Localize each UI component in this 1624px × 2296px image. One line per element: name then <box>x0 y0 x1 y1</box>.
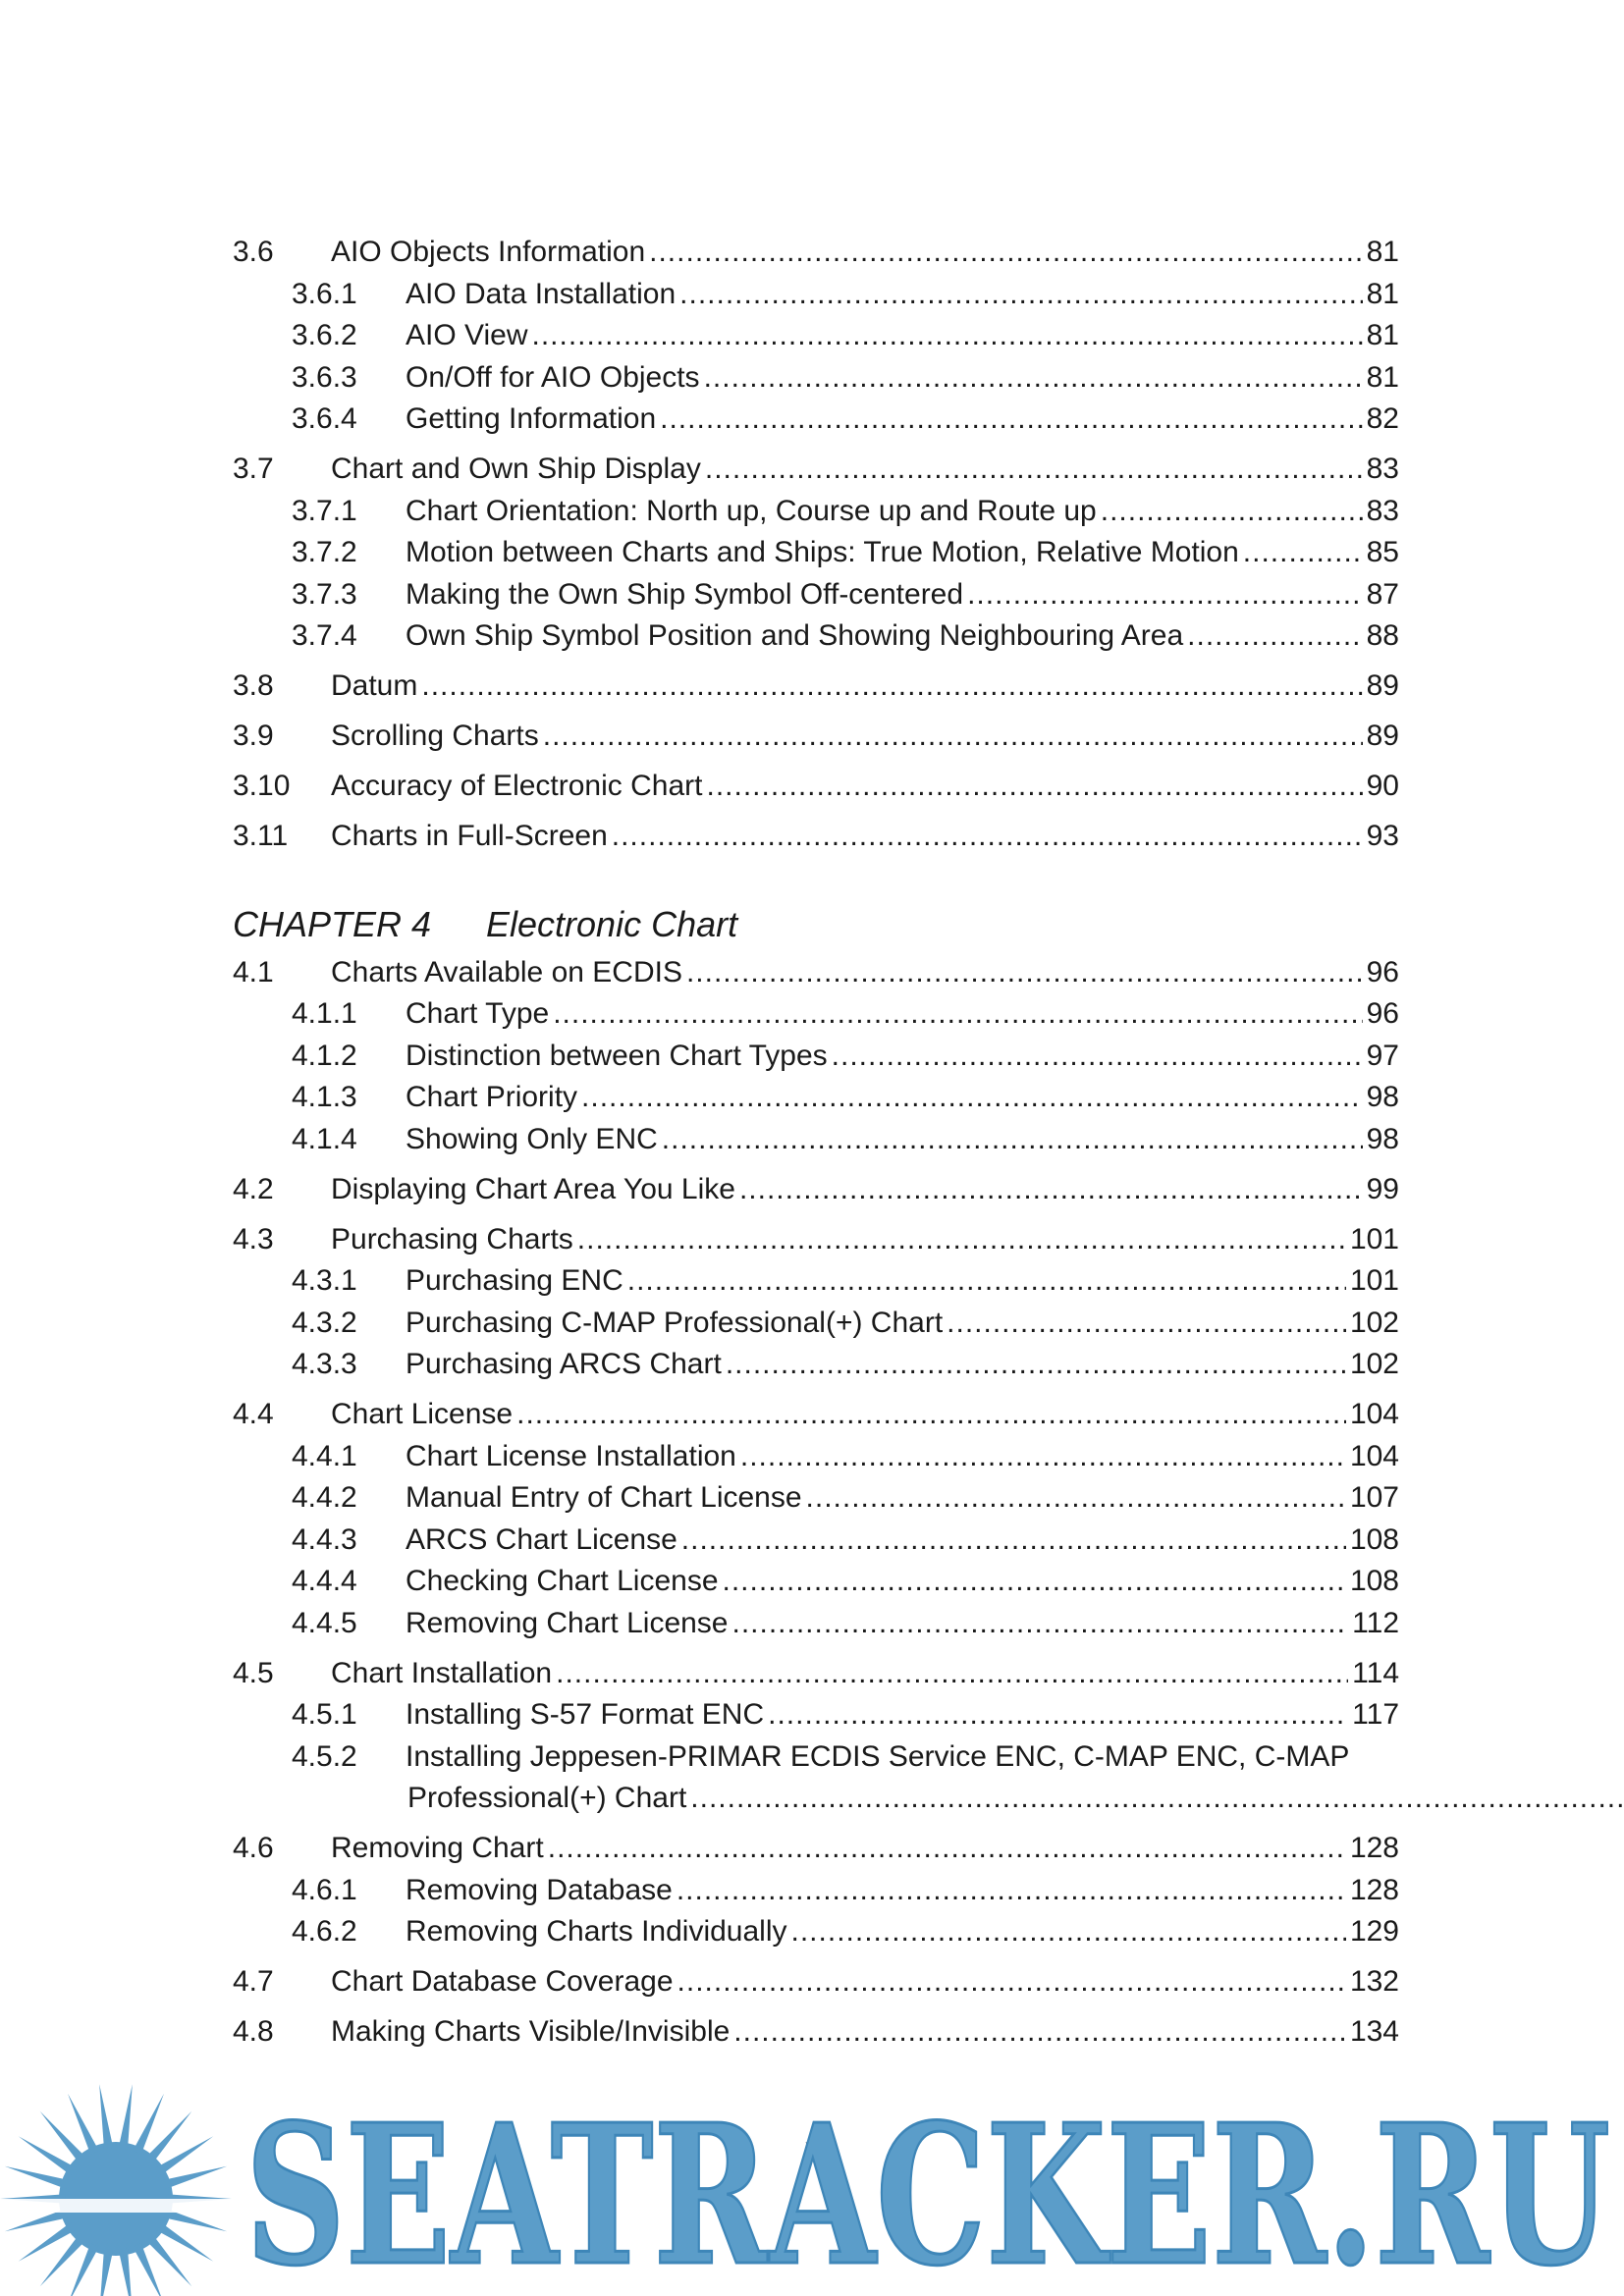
toc-entry-title: Removing Chart <box>331 1832 544 1864</box>
toc-subsection-entry[interactable] <box>233 1520 1399 1562</box>
sun-ray <box>99 2084 113 2149</box>
sun-ray <box>99 2249 113 2296</box>
toc-entry-title: Chart Database Coverage <box>331 1965 674 1998</box>
dot-leader <box>612 816 1363 858</box>
dot-leader <box>577 1219 1346 1261</box>
dot-leader <box>739 1169 1363 1211</box>
toc-entry-title: Chart Type <box>406 997 550 1030</box>
toc-entry-title: On/Off for AIO Objects <box>406 360 700 394</box>
toc-entry-page: 96 <box>1366 955 1399 988</box>
toc-subsection-entry[interactable] <box>233 1870 1399 1912</box>
toc-entry-number: 4.4.2 <box>292 1481 357 1514</box>
toc-entry-page: 83 <box>1366 494 1399 527</box>
dot-leader <box>1243 532 1363 574</box>
toc-entry-page: 108 <box>1349 1522 1399 1556</box>
toc-entry-page: 90 <box>1366 770 1399 802</box>
toc-entry-page: 102 <box>1349 1348 1399 1380</box>
dot-leader <box>740 1436 1346 1478</box>
toc-entry-page: 82 <box>1366 402 1399 435</box>
sunburst-icon <box>0 2084 232 2296</box>
toc-subsection-entry[interactable] <box>233 1911 1399 1953</box>
toc-entry-number: 4.4.3 <box>292 1522 357 1556</box>
toc-entry-page: 93 <box>1366 820 1399 852</box>
toc-entry-page: 101 <box>1349 1222 1399 1255</box>
dot-leader <box>556 1653 1348 1695</box>
toc-section-entry[interactable] <box>233 2011 1399 2054</box>
toc-subsection-entry[interactable] <box>233 1036 1399 1078</box>
dot-leader <box>677 1870 1346 1912</box>
toc-entry-title: Chart License Installation <box>406 1439 736 1472</box>
toc-subsection-entry[interactable] <box>233 1119 1399 1161</box>
toc-subsection-entry[interactable] <box>233 274 1399 316</box>
toc-entry-title: Accuracy of Electronic Chart <box>331 770 703 802</box>
dot-leader <box>548 1828 1346 1870</box>
dot-leader <box>553 993 1362 1036</box>
dot-leader <box>1187 615 1362 658</box>
toc-entry-number: 4.8 <box>233 2015 274 2048</box>
toc-entry-page: 107 <box>1349 1481 1399 1514</box>
toc-entry-number: 3.6.3 <box>292 360 357 394</box>
dot-leader <box>706 766 1362 808</box>
toc-entry-title: Displaying Chart Area You Like <box>331 1172 735 1205</box>
dot-leader <box>543 716 1363 758</box>
toc-entry-page: 104 <box>1349 1398 1399 1430</box>
toc-entry-title: Removing Charts Individually <box>406 1915 787 1948</box>
toc-entry-number: 4.3.2 <box>292 1306 357 1339</box>
toc-entry-title: Removing Database <box>406 1873 673 1906</box>
toc-entry-number: 4.4.4 <box>292 1565 357 1597</box>
watermark-logo <box>0 2056 1624 2296</box>
toc-entry-number: 4.1.1 <box>292 997 357 1030</box>
toc-subsection-entry[interactable] <box>233 1077 1399 1119</box>
toc-entry-page: 98 <box>1366 1122 1399 1155</box>
toc-subsection-entry[interactable] <box>233 1694 1399 1736</box>
toc-entry-page: 129 <box>1349 1915 1399 1948</box>
toc-subsection-entry[interactable] <box>233 357 1399 400</box>
toc-entry-number: 3.6.2 <box>292 319 357 351</box>
dot-leader <box>806 1477 1346 1520</box>
toc-entry-title: Removing Chart License <box>406 1606 729 1639</box>
toc-section-entry[interactable] <box>233 1169 1399 1211</box>
toc-entry-title: Distinction between Chart Types <box>406 1039 828 1072</box>
toc-entry-title: Datum <box>331 669 418 702</box>
toc-section-chapter-3 <box>233 232 1399 858</box>
toc-entry-number: 4.1.2 <box>292 1039 357 1072</box>
toc-subsection-entry[interactable] <box>233 532 1399 574</box>
toc-entry-page: 81 <box>1366 319 1399 351</box>
toc-entry-title: Chart and Own Ship Display <box>331 453 701 485</box>
toc-section-entry[interactable] <box>233 1653 1399 1695</box>
toc-entry-page: 85 <box>1366 536 1399 568</box>
toc-subsection-entry[interactable] <box>233 1561 1399 1603</box>
toc-section-entry[interactable] <box>233 1219 1399 1261</box>
toc-section-chapter-4 <box>233 952 1399 2054</box>
sun-ray <box>119 2084 133 2149</box>
toc-entry-title: AIO Data Installation <box>406 277 677 310</box>
dot-leader <box>690 1778 1624 1820</box>
toc-entry-page: 81 <box>1366 236 1399 268</box>
dot-leader <box>1101 491 1363 533</box>
dot-leader <box>732 1603 1349 1645</box>
toc-entry-page: 101 <box>1349 1264 1399 1297</box>
dot-leader <box>421 666 1362 708</box>
toc-entry-number: 4.1.3 <box>292 1081 357 1113</box>
toc-subsection-entry[interactable] <box>233 1303 1399 1345</box>
toc-section-entry[interactable] <box>233 766 1399 808</box>
toc-subsection-entry[interactable] <box>233 1603 1399 1645</box>
toc-section-entry[interactable] <box>233 816 1399 858</box>
dot-leader <box>686 952 1363 994</box>
toc-section-entry[interactable] <box>233 1961 1399 2003</box>
toc-subsection-entry[interactable] <box>233 1344 1399 1386</box>
dot-leader <box>768 1694 1348 1736</box>
toc-entry-number: 4.3.1 <box>292 1264 357 1297</box>
toc-entry-title: Installing Jeppesen-PRIMAR ECDIS Service ENC, C-MAP ENC, C-MAP <box>406 1739 1350 1773</box>
toc-section-entry[interactable] <box>233 952 1399 994</box>
toc-entry-number: 3.10 <box>233 770 291 802</box>
toc-subsection-entry[interactable] <box>233 491 1399 533</box>
dot-leader <box>733 2011 1346 2054</box>
toc-entry-page: 81 <box>1366 277 1399 310</box>
toc-subsection-entry[interactable] <box>233 1736 1399 1820</box>
toc-subsection-entry[interactable] <box>233 1477 1399 1520</box>
toc-entry-title: Purchasing ENC <box>406 1264 623 1297</box>
sun-ray <box>163 2166 227 2189</box>
toc-entry-number: 4.6.2 <box>292 1915 357 1948</box>
toc-entry-page: 89 <box>1366 720 1399 752</box>
toc-entry-title: AIO Objects Information <box>331 236 646 268</box>
toc-entry-title: ARCS Chart License <box>406 1522 677 1556</box>
toc-section-entry[interactable] <box>233 666 1399 708</box>
toc-subsection-entry[interactable] <box>233 615 1399 658</box>
toc-entry-number: 4.3.3 <box>292 1348 357 1380</box>
toc-entry-number: 3.7 <box>233 453 274 485</box>
toc-entry-title: Motion between Charts and Ships: True Motion, Relative Motion <box>406 536 1239 568</box>
toc-section-entry[interactable] <box>233 1394 1399 1436</box>
dot-leader <box>532 315 1363 357</box>
toc-entry-number: 3.6.1 <box>292 277 357 310</box>
toc-entry-page: 112 <box>1352 1606 1399 1639</box>
toc-entry-title: Installing S-57 Format ENC <box>406 1698 765 1731</box>
dot-leader <box>679 274 1362 316</box>
dot-leader <box>832 1036 1363 1078</box>
toc-subsection-entry[interactable] <box>233 399 1399 441</box>
toc-entry-page: 99 <box>1366 1172 1399 1205</box>
toc-entry-title: Making the Own Ship Symbol Off-centered <box>406 577 964 611</box>
toc-entry-page: 108 <box>1349 1565 1399 1597</box>
toc-entry-title: Charts Available on ECDIS <box>331 955 682 988</box>
toc-entry-page: 114 <box>1352 1656 1399 1689</box>
toc-entry-number: 4.7 <box>233 1965 274 1998</box>
toc-subsection-entry[interactable] <box>233 1436 1399 1478</box>
page-number: x <box>805 2132 818 2162</box>
dot-leader <box>726 1344 1346 1386</box>
toc-subsection-entry[interactable] <box>233 993 1399 1036</box>
toc-entry-page: 96 <box>1366 997 1399 1030</box>
sun-ray <box>119 2249 133 2296</box>
sun-ray <box>5 2166 69 2189</box>
toc-entry-title-continued: Professional(+) Chart <box>407 1782 687 1814</box>
dot-leader <box>627 1260 1346 1303</box>
dot-leader <box>649 232 1362 274</box>
toc-entry-page: 117 <box>1352 1698 1399 1731</box>
toc-entry-page: 128 <box>1349 1873 1399 1906</box>
toc-entry-title: Chart Installation <box>331 1656 553 1689</box>
dot-leader <box>516 1394 1346 1436</box>
toc-entry-number: 4.4 <box>233 1398 274 1430</box>
toc-entry-page: 134 <box>1349 2015 1399 2048</box>
toc-entry-number: 3.7.1 <box>292 494 357 527</box>
toc-entry-title: Own Ship Symbol Position and Showing Neighbouring Area <box>406 619 1184 652</box>
dot-leader <box>947 1303 1346 1345</box>
toc-entry-page: 88 <box>1366 619 1399 652</box>
toc-entry-page: 97 <box>1366 1039 1399 1072</box>
toc-entry-page: 89 <box>1366 669 1399 702</box>
dot-leader <box>705 449 1363 491</box>
toc-entry-number: 4.5.1 <box>292 1698 357 1731</box>
toc-entry-title: Showing Only ENC <box>406 1122 658 1155</box>
toc-entry-number: 3.6.4 <box>292 402 357 435</box>
toc-entry-title: Chart Priority <box>406 1081 578 1113</box>
toc-entry-page: 132 <box>1349 1965 1399 1998</box>
toc-section-entry[interactable] <box>233 449 1399 491</box>
toc-entry-number: 3.7.3 <box>292 577 357 611</box>
dot-leader <box>681 1520 1346 1562</box>
dot-leader <box>660 399 1362 441</box>
chapter-heading <box>233 901 1399 948</box>
toc-entry-title: Charts in Full-Screen <box>331 820 608 852</box>
toc-entry-title: Scrolling Charts <box>331 720 539 752</box>
watermark-text: SEATRACKER.RU <box>245 2083 1610 2296</box>
toc-entry-page: 98 <box>1366 1081 1399 1113</box>
toc-entry-title: Making Charts Visible/Invisible <box>331 2015 731 2048</box>
toc-entry-page: 83 <box>1366 453 1399 485</box>
toc-entry-number: 3.7.2 <box>292 536 357 568</box>
toc-entry-title: Purchasing ARCS Chart <box>406 1348 722 1380</box>
toc-entry-number: 4.6 <box>233 1832 274 1864</box>
toc-subsection-entry[interactable] <box>233 574 1399 616</box>
toc-entry-title: AIO View <box>406 319 528 351</box>
toc-section-entry[interactable] <box>233 716 1399 758</box>
toc-entry-title: Getting Information <box>406 402 657 435</box>
toc-entry-number: 4.4.1 <box>292 1439 357 1472</box>
table-of-contents <box>233 232 1399 2054</box>
toc-entry-number: 4.2 <box>233 1172 274 1205</box>
toc-entry-number: 3.7.4 <box>292 619 357 652</box>
toc-entry-title: Purchasing C-MAP Professional(+) Chart <box>406 1306 944 1339</box>
toc-section-entry[interactable] <box>233 232 1399 274</box>
toc-subsection-entry[interactable] <box>233 1260 1399 1303</box>
dot-leader <box>723 1561 1346 1603</box>
toc-entry-title: Checking Chart License <box>406 1565 719 1597</box>
toc-entry-number: 3.11 <box>233 820 289 852</box>
dot-leader <box>704 357 1363 400</box>
toc-entry-page: 87 <box>1366 577 1399 611</box>
toc-entry-number: 3.6 <box>233 236 274 268</box>
toc-subsection-entry[interactable] <box>233 315 1399 357</box>
toc-entry-number: 3.8 <box>233 669 274 702</box>
toc-entry-page: 102 <box>1349 1306 1399 1339</box>
toc-entry-title: Chart License <box>331 1398 514 1430</box>
toc-entry-title: Chart Orientation: North up, Course up and Route up <box>406 494 1097 527</box>
dot-leader <box>677 1961 1346 2003</box>
toc-section-entry[interactable] <box>233 1828 1399 1870</box>
toc-entry-number: 4.1 <box>233 955 274 988</box>
dot-leader <box>967 574 1363 616</box>
toc-entry-number: 3.9 <box>233 720 274 752</box>
toc-entry-number: 4.1.4 <box>292 1122 357 1155</box>
toc-entry-page: 104 <box>1349 1439 1399 1472</box>
toc-entry-number: 4.6.1 <box>292 1873 357 1906</box>
chapter-title: Electronic Chart <box>486 903 738 944</box>
toc-entry-number: 4.5.2 <box>292 1739 357 1773</box>
dot-leader <box>791 1911 1346 1953</box>
dot-leader <box>581 1077 1363 1119</box>
chapter-number: CHAPTER 4 <box>233 903 432 944</box>
toc-entry-page: 128 <box>1349 1832 1399 1864</box>
toc-entry-number: 4.3 <box>233 1222 274 1255</box>
toc-entry-title: Purchasing Charts <box>331 1222 573 1255</box>
dot-leader <box>662 1119 1363 1161</box>
toc-entry-title: Manual Entry of Chart License <box>406 1481 802 1514</box>
toc-entry-number: 4.4.5 <box>292 1606 357 1639</box>
toc-entry-number: 4.5 <box>233 1656 274 1689</box>
toc-entry-page: 81 <box>1366 360 1399 394</box>
